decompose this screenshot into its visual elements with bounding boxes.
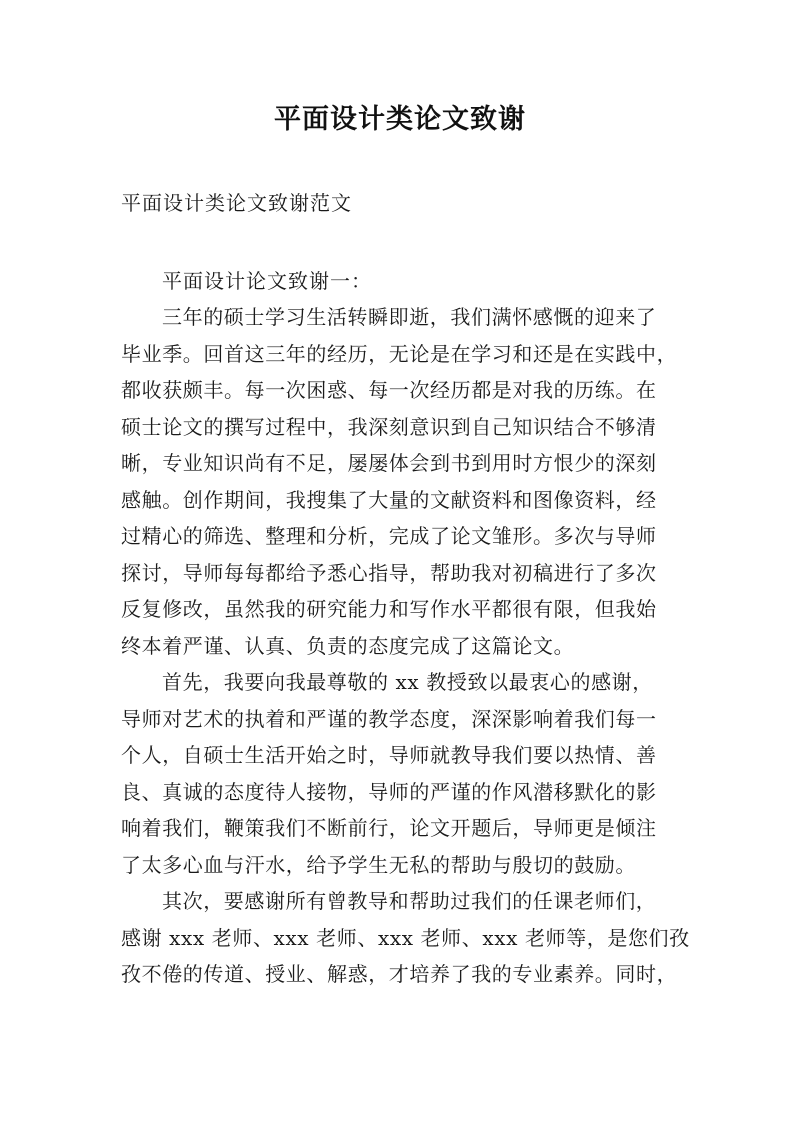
text-line: 都收获颇丰。每一次困惑、每一次经历都是对我的历练。在 xyxy=(121,378,657,402)
text-line: 其次，要感谢所有曾教导和帮助过我们的任课老师们， xyxy=(162,889,657,913)
text-line: 反复修改，虽然我的研究能力和写作水平都很有限，但我始 xyxy=(121,597,657,621)
text-line: 孜不倦的传道、授业、解惑，才培养了我的专业素养。同时， xyxy=(121,962,678,986)
text-line: 首先，我要向我最尊敬的 xx 教授致以最衷心的感谢， xyxy=(162,670,653,694)
text-line: 毕业季。回首这三年的经历，无论是在学习和还是在实践中， xyxy=(121,341,678,366)
paragraph-1 xyxy=(121,299,681,664)
document-subtitle: 平面设计类论文致谢范文 xyxy=(121,191,352,215)
text-line: 硕士论文的撰写过程中，我深刻意识到自己知识结合不够清 xyxy=(121,414,657,439)
document-title: 平面设计类论文致谢 xyxy=(274,104,526,135)
text-line: 良、真诚的态度待人接物，导师的严谨的作风潜移默化的影 xyxy=(121,779,657,804)
text-line: 响着我们，鞭策我们不断前行，论文开题后，导师更是倾注 xyxy=(121,816,657,840)
text-line: 终本着严谨、认真、负责的态度完成了这篇论文。 xyxy=(121,633,575,658)
text-line: 导师对艺术的执着和严谨的教学态度，深深影响着我们每一 xyxy=(121,706,657,731)
paragraph-2 xyxy=(121,664,681,883)
paragraph-3 xyxy=(121,883,690,993)
text-line: 晰，专业知识尚有不足，屡屡体会到书到用时方恨少的深刻 xyxy=(121,451,657,475)
section-heading: 平面设计论文致谢一： xyxy=(162,269,372,293)
text-line: 三年的硕士学习生活转瞬即逝，我们满怀感慨的迎来了 xyxy=(162,305,657,329)
text-line: 感触。创作期间，我搜集了大量的文献资料和图像资料，经 xyxy=(121,487,657,512)
text-line: 过精心的筛选、整理和分析，完成了论文雏形。多次与导师 xyxy=(121,524,657,548)
document-body xyxy=(121,263,690,993)
text-line: 探讨，导师每每都给予悉心指导，帮助我对初稿进行了多次 xyxy=(121,560,657,585)
text-line: 感谢 xxx 老师、xxx 老师、xxx 老师、xxx 老师等，是您们孜 xyxy=(121,925,690,950)
text-line: 个人，自硕士生活开始之时，导师就教导我们要以热情、善 xyxy=(121,743,657,767)
text-line: 了太多心血与汗水，给予学生无私的帮助与殷切的鼓励。 xyxy=(121,852,636,877)
